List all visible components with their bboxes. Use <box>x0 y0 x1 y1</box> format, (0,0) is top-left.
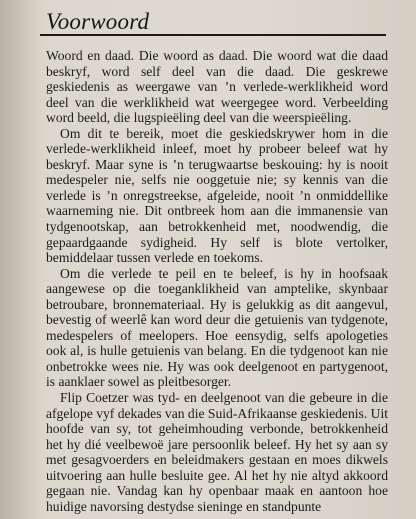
header-rule <box>40 34 386 36</box>
body-text <box>46 48 388 514</box>
paragraph-4: Flip Coetzer was tyd- en deelgenoot van die gebeure in die afgelope vyf dekades van die Suid-Afrikaanse geskiedenis. Uit hoofde van sy, tot geheimhouding verbonde, betrokkenheid het hy dié veelbewoë jare persoonlik beleef. Hy het sy aan sy met gesagvoerders en beleidmakers gestaan en moes dikwels uitvoering aan hulle besluite gee. Al het hy nie altyd akkoord gegaan nie. Vandag kan hy openbaar maak en aantoon hoe huidige navorsing destydse sieninge en standpunte <box>46 390 389 514</box>
paragraph-2: Om dit te bereik, moet die geskiedskrywer hom in die verlede-werklikheid inleef, moet hy probeer beleef wat hy beskryf. Maar syne is ’n terugwaartse beskouing: hy is nooit medespeler nie, selfs nie ooggetuie nie; sy kennis van die verlede is ’n onregstreekse, afgeleide, nooit ’n onmiddellike waarneming nie. Dit ontbreek hom aan die immanensie van tydgenootskap, aan betrokkenheid met, noodwendig, die gepaardgaande sydigheid. Hy self is blote vertolker, bemiddelaar tussen verlede en toekoms. <box>46 125 388 266</box>
page-title: Voorwoord <box>46 9 150 34</box>
page-header <box>40 4 386 34</box>
paragraph-1: Woord en daad. Die woord as daad. Die woord wat die daad beskryf, word self deel van die daad. Die geskrewe geskiedenis as weergawe van ’n verlede-werklikheid word deel van die werklikheid wat weergegee word. Verbeelding word beeld, die lugspieëling deel van die weerspieëling. <box>46 48 388 126</box>
paragraph-3: Om die verlede te peil en te beleef, is hy in hoofsaak aangewese op die toeganklikheid van amptelike, skynbaar betroubare, bronnemateriaal. Hy is gelukkig as dit aangevul, bevestig of weerlê kan word deur die getuienis van tydgenote, medespelers of meelopers. Hoe eensydig, selfs apologeties ook al, is hulle getuienis van belang. En die tydgenoot kan nie onbetrokke wees nie. Hy was ook deelgenoot en partygenoot, is aanklaer sowel as pleitbesorger. <box>46 265 388 390</box>
page-gutter-shadow <box>0 0 40 519</box>
